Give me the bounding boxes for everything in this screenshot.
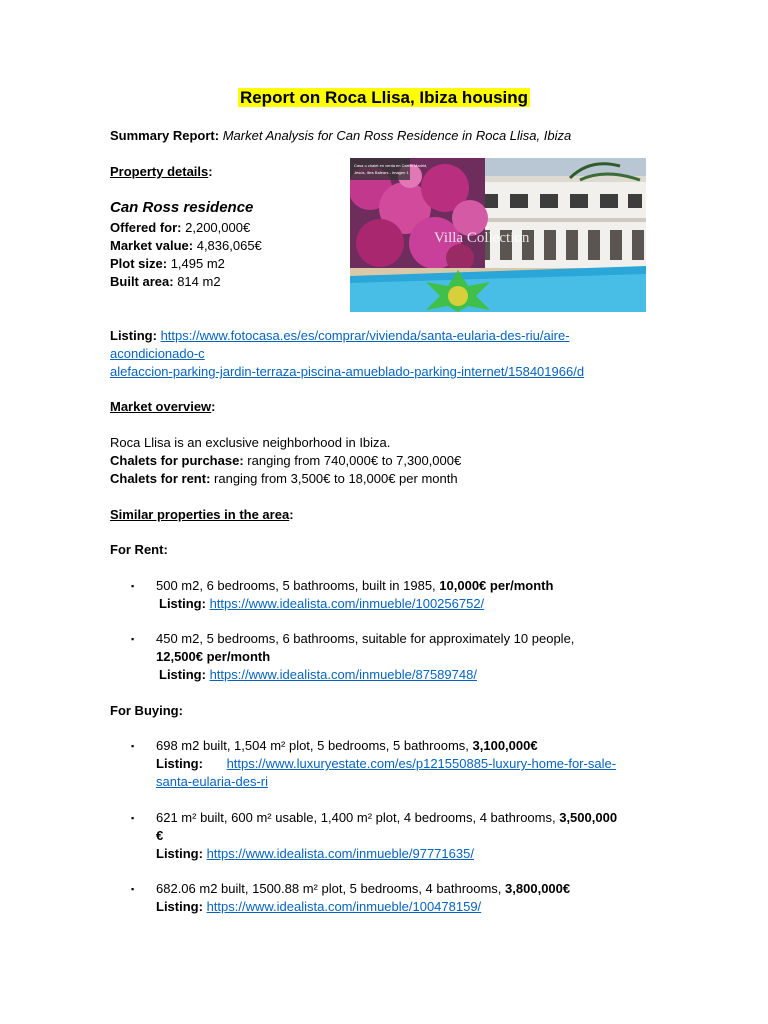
- photo-caption-line2: Jesús, Illes Balears - Imagen 1: [354, 170, 409, 175]
- buy-item-1: [156, 737, 666, 791]
- chalets-rent-value: ranging from 3,500€ to 18,000€ per month: [214, 471, 458, 486]
- plot-size-row: [110, 255, 225, 273]
- buy-item-1-text: 698 m2 built, 1,504 m² plot, 5 bedrooms, 5 bathrooms,: [156, 738, 469, 753]
- buy-item-3: [156, 880, 666, 916]
- report-title: Report on Roca Llisa, Ibiza housing: [239, 88, 529, 107]
- offered-value: 2,200,000€: [185, 220, 251, 235]
- rent-item-1: [156, 577, 658, 613]
- report-title-block: [0, 86, 768, 110]
- summary-text: Market Analysis for Can Ross Residence in Roca Llisa, Ibiza: [222, 128, 572, 143]
- summary-label: Summary Report:: [110, 128, 220, 143]
- offered-row: [110, 219, 250, 237]
- rent-item-1-url[interactable]: https://www.idealista.com/inmueble/100256752/: [209, 596, 485, 611]
- listing-url-line1[interactable]: https://www.fotocasa.es/es/comprar/vivienda/santa-eularia-des-riu/aire-: [160, 328, 570, 343]
- rent-item-2-price: 12,500€ per/month: [156, 649, 271, 664]
- for-rent-heading: For Rent:: [110, 542, 168, 557]
- buy-item-2-listing-label: Listing:: [156, 846, 203, 861]
- summary-line: [110, 127, 571, 145]
- rent-item-2-bullet: ▪: [131, 634, 135, 644]
- property-details-heading-text: Property details: [110, 164, 209, 179]
- offered-label: Offered for:: [110, 220, 182, 235]
- plot-size-value: 1,495 m2: [170, 256, 225, 271]
- photo-watermark: Villa Collection: [434, 230, 530, 246]
- market-value-row: [110, 237, 262, 255]
- built-area-label: Built area:: [110, 274, 174, 289]
- buy-item-2-price: 3,500,000: [559, 810, 618, 825]
- listing-label: Listing:: [110, 328, 157, 343]
- rent-item-1-text: 500 m2, 6 bedrooms, 5 bathrooms, built in 1985,: [156, 578, 436, 593]
- buy-item-3-price: 3,800,000€: [505, 881, 571, 896]
- market-intro: Roca Llisa is an exclusive neighborhood in Ibiza.: [110, 435, 391, 450]
- photo-caption-line1: Casa o chalet en venta en Carrer Madrid,: [354, 163, 428, 168]
- buy-item-3-listing-label: Listing:: [156, 899, 203, 914]
- for-buying-heading: For Buying:: [110, 703, 183, 718]
- buy-item-2-price-currency: €: [156, 828, 164, 843]
- listing-url-line3[interactable]: alefaccion-parking-jardin-terraza-piscina-amueblado-parking-internet/158401966/d: [110, 364, 585, 379]
- built-area-value: 814 m2: [177, 274, 221, 289]
- buy-item-3-url[interactable]: https://www.idealista.com/inmueble/100478159/: [206, 899, 482, 914]
- buy-item-2: [156, 809, 666, 863]
- rent-item-2-text: 450 m2, 5 bedrooms, 6 bathrooms, suitable for approximately 10 people,: [156, 631, 575, 646]
- buy-item-1-price: 3,100,000€: [472, 738, 538, 753]
- rent-item-1-bullet: ▪: [131, 581, 135, 591]
- market-value: 4,836,065€: [196, 238, 262, 253]
- built-area-row: [110, 273, 221, 291]
- chalets-purchase-label: Chalets for purchase:: [110, 453, 244, 468]
- rent-item-2-url[interactable]: https://www.idealista.com/inmueble/87589748/: [209, 667, 477, 682]
- chalets-rent-row: [110, 470, 458, 488]
- chalets-purchase-row: [110, 452, 461, 470]
- property-photo: [350, 158, 646, 312]
- plot-size-label: Plot size:: [110, 256, 168, 271]
- buy-item-1-url-line2[interactable]: santa-eularia-des-ri: [156, 774, 268, 789]
- property-photo-illustration: [350, 158, 646, 312]
- listing-url-line2[interactable]: acondicionado-c: [110, 346, 205, 361]
- property-listing: [110, 327, 670, 381]
- buy-item-2-bullet: ▪: [131, 813, 135, 823]
- buy-item-3-text: 682.06 m2 built, 1500.88 m² plot, 5 bedrooms, 4 bathrooms,: [156, 881, 502, 896]
- market-value-label: Market value:: [110, 238, 194, 253]
- buy-item-1-url-line1[interactable]: https://www.luxuryestate.com/es/p121550885-luxury-home-for-sale-: [226, 756, 617, 771]
- rent-item-1-price: 10,000€ per/month: [439, 578, 554, 593]
- rent-item-2: [156, 630, 658, 684]
- buy-item-2-url[interactable]: https://www.idealista.com/inmueble/97771635/: [206, 846, 474, 861]
- rent-item-1-listing-label: Listing:: [159, 596, 206, 611]
- rent-item-2-listing-label: Listing:: [159, 667, 206, 682]
- chalets-rent-label: Chalets for rent:: [110, 471, 211, 486]
- property-name: Can Ross residence: [110, 199, 254, 216]
- chalets-purchase-value: ranging from 740,000€ to 7,300,000€: [247, 453, 462, 468]
- market-overview-heading: Market overview:: [110, 399, 216, 414]
- buy-item-1-bullet: ▪: [131, 741, 135, 751]
- property-details-heading: Property details:: [110, 164, 213, 179]
- buy-item-1-listing-label: Listing:: [156, 756, 203, 771]
- buy-item-3-bullet: ▪: [131, 884, 135, 894]
- similar-properties-heading-text: Similar properties in the area: [110, 507, 290, 522]
- similar-properties-heading: Similar properties in the area:: [110, 507, 294, 522]
- buy-item-2-text: 621 m² built, 600 m² usable, 1,400 m² plot, 4 bedrooms, 4 bathrooms,: [156, 810, 556, 825]
- market-overview-heading-text: Market overview: [110, 399, 212, 414]
